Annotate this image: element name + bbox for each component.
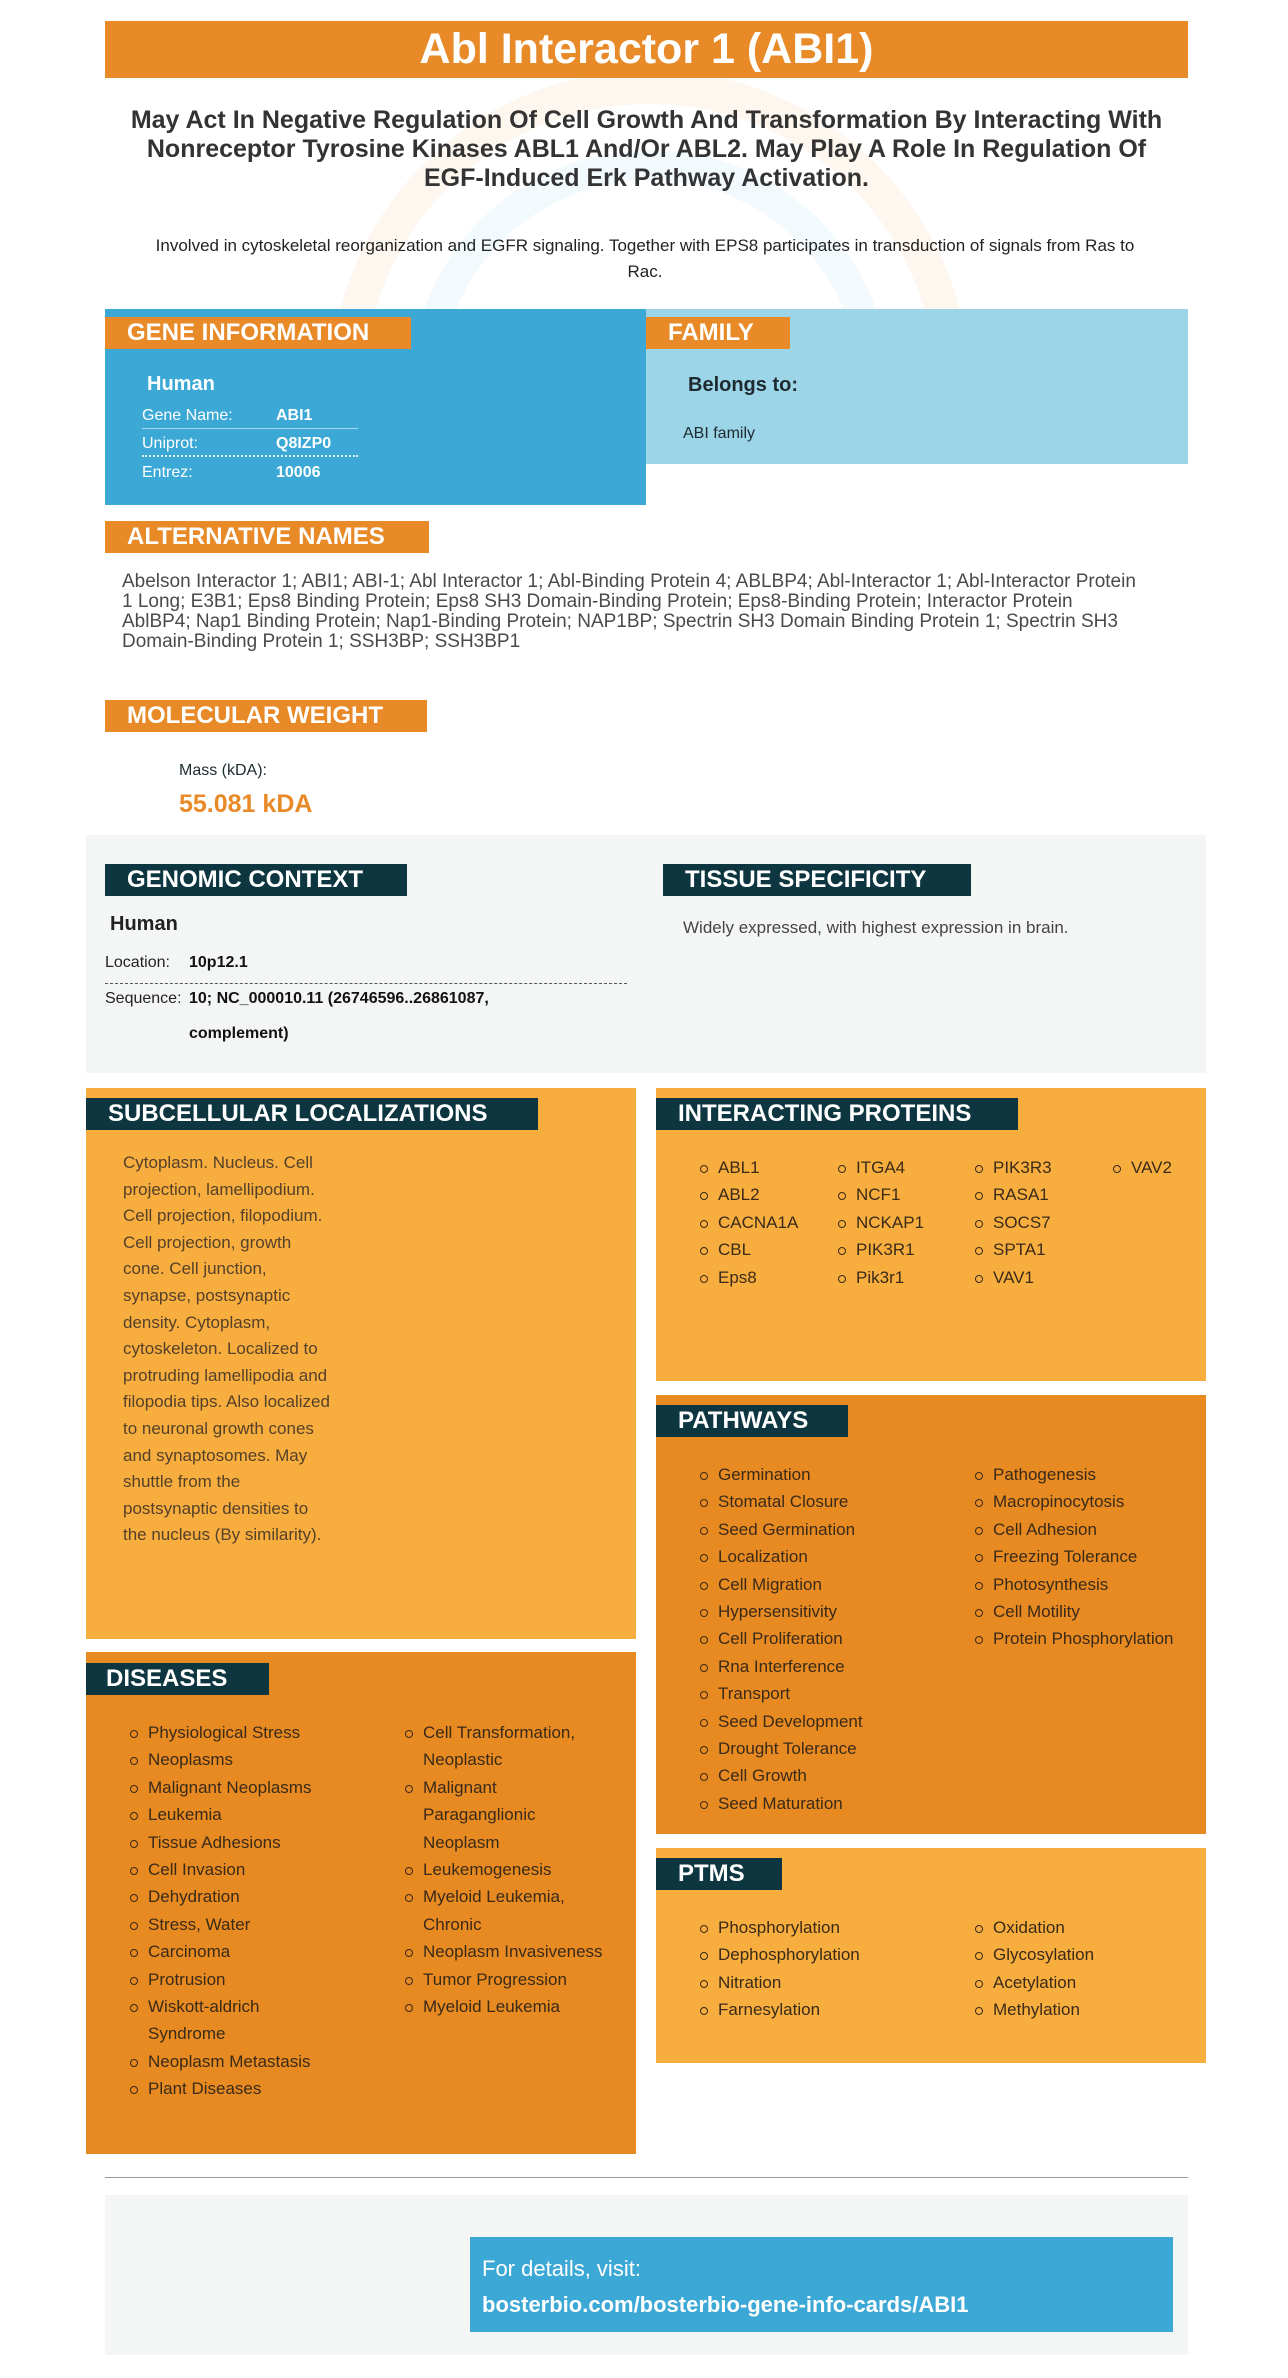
pathway-item: Cell Proliferation [700, 1625, 960, 1652]
tissue-specificity-heading: TISSUE SPECIFICITY [663, 864, 971, 896]
molecular-weight-heading: MOLECULAR WEIGHT [105, 700, 427, 732]
disease-item: Protrusion [130, 1966, 400, 1993]
entrez-value: 10006 [276, 464, 321, 481]
disease-item: Neoplasm Invasiveness [405, 1938, 630, 1965]
pathway-item: Transport [700, 1680, 960, 1707]
family-heading: FAMILY [646, 317, 790, 349]
interacting-protein: CACNA1A [700, 1209, 830, 1236]
genomic-context-heading: GENOMIC CONTEXT [105, 864, 407, 896]
pathways-col-2 [975, 1461, 1200, 1653]
pathways-heading: PATHWAYS [656, 1405, 848, 1437]
pathway-item: Pathogenesis [975, 1461, 1200, 1488]
interacting-protein: NCKAP1 [838, 1209, 968, 1236]
alternative-names-text: Abelson Interactor 1; ABI1; ABI-1; Abl Interactor 1; Abl-Binding Protein 4; ABLBP4; Abl-Interactor 1; Abl-Interactor Protein 1 Long; E3B1; Eps8 Binding Protein; Eps8 SH3 Domain-Binding Protein; Eps8-Binding Protein; Interactor Protein AblBP4; Nap1 Binding Protein; Nap1-Binding Protein; NAP1BP; Spectrin SH3 Domain Binding Protein 1; Spectrin SH3 Domain-Binding Protein 1; SSH3BP; SSH3BP1 [122, 571, 1136, 652]
page-title: Abl Interactor 1 (ABI1) [105, 21, 1188, 78]
interacting-proteins-col-2 [838, 1154, 968, 1291]
disease-item: Myeloid Leukemia [405, 1993, 630, 2020]
interacting-protein: ABL2 [700, 1181, 830, 1208]
entrez-label: Entrez: [142, 464, 193, 481]
interacting-protein: SOCS7 [975, 1209, 1105, 1236]
pathway-item: Drought Tolerance [700, 1735, 960, 1762]
disease-item: Stress, Water [130, 1911, 400, 1938]
disease-item: Neoplasms [130, 1746, 400, 1773]
entrez-row [142, 459, 358, 486]
uniprot-label: Uniprot: [142, 435, 199, 452]
disease-item: Leukemogenesis [405, 1856, 630, 1883]
disease-item: Tissue Adhesions [130, 1829, 400, 1856]
pathway-item: Germination [700, 1461, 960, 1488]
subcellular-localizations-heading: SUBCELLULAR LOCALIZATIONS [86, 1098, 538, 1130]
interacting-proteins-col-1 [700, 1154, 830, 1291]
sequence-label: Sequence: [105, 990, 182, 1007]
disease-item: Cell Invasion [130, 1856, 400, 1883]
pathway-item: Seed Maturation [700, 1790, 960, 1817]
mass-label: Mass (kDA): [179, 762, 267, 779]
pathway-item: Rna Interference [700, 1653, 960, 1680]
gene-name-value: ABI1 [276, 407, 313, 424]
interacting-protein: NCF1 [838, 1181, 968, 1208]
ptm-item: Glycosylation [975, 1941, 1200, 1968]
gene-name-label: Gene Name: [142, 407, 233, 424]
pathway-item: Localization [700, 1543, 960, 1570]
diseases-heading: DISEASES [86, 1663, 269, 1695]
details-visit-label: For details, visit: [482, 2256, 641, 2281]
ptm-item: Farnesylation [700, 1996, 960, 2023]
ptms-col-1 [700, 1914, 960, 2024]
gene-info-species: Human [147, 373, 215, 395]
diseases-col-1 [130, 1719, 400, 2103]
family-belongs-label: Belongs to: [688, 374, 798, 396]
interacting-protein: VAV1 [975, 1264, 1105, 1291]
interacting-protein: ABL1 [700, 1154, 830, 1181]
interacting-protein: CBL [700, 1236, 830, 1263]
interacting-protein: Pik3r1 [838, 1264, 968, 1291]
pathway-item: Protein Phosphorylation [975, 1625, 1200, 1652]
disease-item: Leukemia [130, 1801, 400, 1828]
uniprot-value: Q8IZP0 [276, 435, 332, 452]
pathway-item: Cell Migration [700, 1571, 960, 1598]
ptm-item: Methylation [975, 1996, 1200, 2023]
interacting-proteins-col-4 [1113, 1154, 1193, 1181]
pathway-item: Stomatal Closure [700, 1488, 960, 1515]
page-subtitle: May Act In Negative Regulation Of Cell Growth And Transformation By Interacting With Nonreceptor Tyrosine Kinases ABL1 And/Or ABL2. May Play A Role In Regulation Of EGF-Induced Erk Pathway Activation. [130, 106, 1163, 192]
gene-description: Involved in cytoskeletal reorganization and EGFR signaling. Together with EPS8 participates in transduction of signals from Ras to Rac. [155, 236, 1135, 281]
interacting-protein: SPTA1 [975, 1236, 1105, 1263]
details-url-link[interactable]: bosterbio.com/bosterbio-gene-info-cards/ABI1 [482, 2292, 969, 2317]
pathway-item: Cell Growth [700, 1762, 960, 1789]
ptms-heading: PTMS [656, 1858, 782, 1890]
ptm-item: Nitration [700, 1969, 960, 1996]
pathways-col-1 [700, 1461, 960, 1817]
pathway-item: Cell Motility [975, 1598, 1200, 1625]
interacting-protein: RASA1 [975, 1181, 1105, 1208]
footer-divider [105, 2177, 1188, 2178]
disease-item: Cell Transformation, Neoplastic [405, 1719, 630, 1774]
location-label: Location: [105, 954, 170, 971]
pathway-item: Photosynthesis [975, 1571, 1200, 1598]
pathway-item: Hypersensitivity [700, 1598, 960, 1625]
disease-item: Myeloid Leukemia, Chronic [405, 1883, 580, 1938]
diseases-col-2 [405, 1719, 630, 2020]
location-value: 10p12.1 [189, 954, 248, 971]
disease-item: Wiskott-aldrich Syndrome [130, 1993, 280, 2048]
ptm-item: Phosphorylation [700, 1914, 960, 1941]
ptm-item: Acetylation [975, 1969, 1200, 1996]
interacting-protein: Eps8 [700, 1264, 830, 1291]
pathway-item: Seed Germination [700, 1516, 960, 1543]
details-link-box[interactable] [470, 2237, 1173, 2332]
pathway-item: Freezing Tolerance [975, 1543, 1200, 1570]
gene-name-row [142, 402, 358, 429]
disease-item: Physiological Stress [130, 1719, 400, 1746]
mass-value: 55.081 kDA [179, 790, 313, 818]
ptm-item: Dephosphorylation [700, 1941, 960, 1968]
uniprot-row [142, 430, 358, 457]
disease-item: Malignant Paraganglionic Neoplasm [405, 1774, 555, 1856]
alternative-names-heading: ALTERNATIVE NAMES [105, 521, 429, 553]
gene-information-heading: GENE INFORMATION [105, 317, 411, 349]
disease-item: Malignant Neoplasms [130, 1774, 400, 1801]
ptm-item: Oxidation [975, 1914, 1200, 1941]
interacting-proteins-heading: INTERACTING PROTEINS [656, 1098, 1018, 1130]
interacting-proteins-col-3 [975, 1154, 1105, 1291]
interacting-protein: VAV2 [1113, 1154, 1193, 1181]
pathway-item: Cell Adhesion [975, 1516, 1200, 1543]
ptms-col-2 [975, 1914, 1200, 2024]
interacting-protein: PIK3R3 [975, 1154, 1105, 1181]
tissue-specificity-text: Widely expressed, with highest expression in brain. [683, 918, 1069, 937]
pathway-item: Seed Development [700, 1708, 960, 1735]
sequence-value: 10; NC_000010.11 (26746596..26861087, complement) [189, 990, 489, 1042]
subcellular-localizations-text: Cytoplasm. Nucleus. Cell projection, lamellipodium. Cell projection, filopodium. Cell projection, growth cone. Cell junction, synapse, postsynaptic density. Cytoplasm, cytoskeleton. Localized to protruding lamellipodia and filopodia tips. Also localized to neuronal growth cones and synaptosomes. May shuttle from the postsynaptic densities to the nucleus (By similarity). [123, 1153, 330, 1545]
pathway-item: Macropinocytosis [975, 1488, 1200, 1515]
disease-item: Carcinoma [130, 1938, 400, 1965]
family-value: ABI family [683, 425, 756, 442]
interacting-protein: PIK3R1 [838, 1236, 968, 1263]
interacting-protein: ITGA4 [838, 1154, 968, 1181]
disease-item: Dehydration [130, 1883, 400, 1910]
genomic-context-species: Human [110, 913, 178, 935]
disease-item: Neoplasm Metastasis [130, 2048, 400, 2075]
disease-item: Plant Diseases [130, 2075, 400, 2102]
disease-item: Tumor Progression [405, 1966, 630, 1993]
